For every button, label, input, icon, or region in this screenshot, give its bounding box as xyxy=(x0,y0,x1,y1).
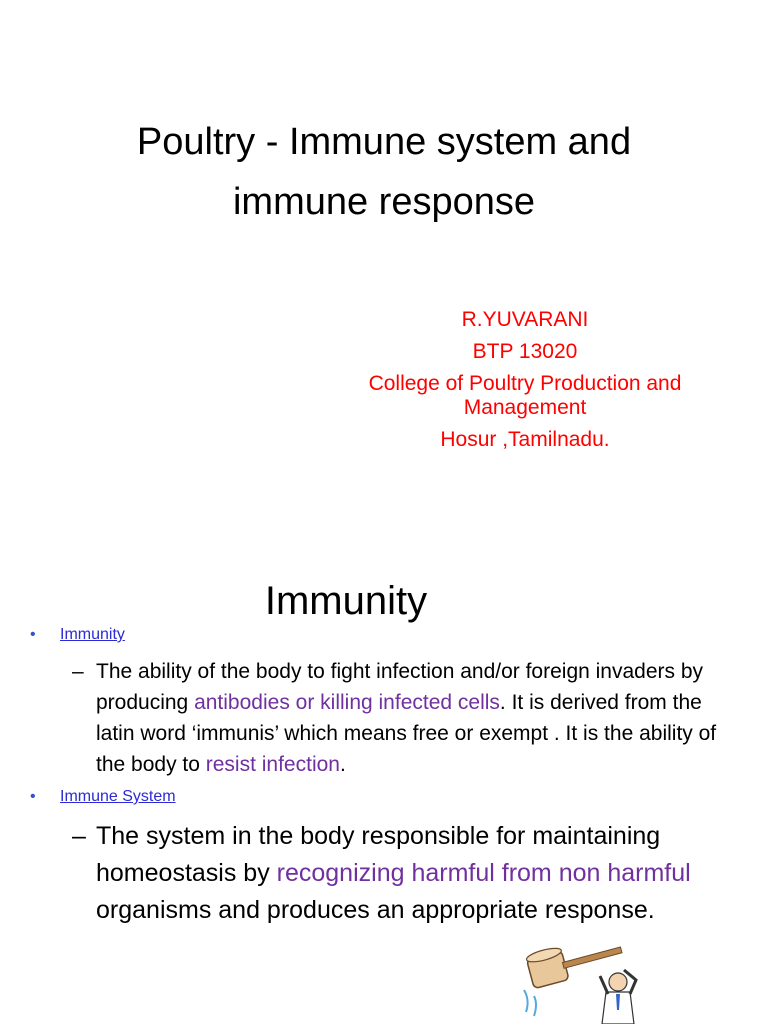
bullet-icon: • xyxy=(30,626,36,643)
immune-system-definition xyxy=(72,818,732,929)
definition-text xyxy=(72,818,732,929)
text-part: . xyxy=(339,753,346,776)
location: Hosur ,Tamilnadu. xyxy=(440,428,610,451)
slide-title: Immunity xyxy=(264,579,428,623)
immune-system-link[interactable]: Immune System xyxy=(60,788,176,805)
text-part: The system in the body responsible for maintaining homeostasis by xyxy=(96,822,661,887)
man-with-mallet-icon xyxy=(520,940,650,1024)
bullet-immune-system xyxy=(30,788,176,806)
immunity-link[interactable]: Immunity xyxy=(60,626,125,643)
college-line-2: Management xyxy=(463,396,587,419)
author-id: BTP 13020 xyxy=(472,340,578,363)
title-line-2: immune response xyxy=(232,181,536,223)
bullet-immunity xyxy=(30,626,125,644)
college-name xyxy=(330,372,720,420)
text-part: . It is derived from the latin word ‘immunis’ which means free or exempt . It is the ability of the body to xyxy=(96,691,717,776)
highlight-resist-infection: resist infection xyxy=(205,753,340,776)
text-part: organisms and produces an appropriate response. xyxy=(96,896,655,924)
college-line-1: College of Poultry Production and xyxy=(368,372,682,395)
highlight-harmful: recognizing harmful from non harmful xyxy=(276,859,691,887)
text-part: The ability of the body to fight infection and/or foreign invaders by producing xyxy=(96,660,704,714)
definition-text xyxy=(72,656,732,780)
immunity-definition xyxy=(72,656,732,780)
author-name: R.YUVARANI xyxy=(461,308,589,331)
author-block xyxy=(330,308,720,460)
dash-icon: – xyxy=(72,822,86,850)
bullet-icon: • xyxy=(30,788,36,805)
slide-title xyxy=(60,112,708,232)
dash-icon: – xyxy=(72,660,84,683)
immunity-slide xyxy=(0,560,768,1024)
title-line-1: Poultry - Immune system and xyxy=(136,121,632,163)
highlight-antibodies: antibodies or killing infected cells xyxy=(194,691,500,714)
